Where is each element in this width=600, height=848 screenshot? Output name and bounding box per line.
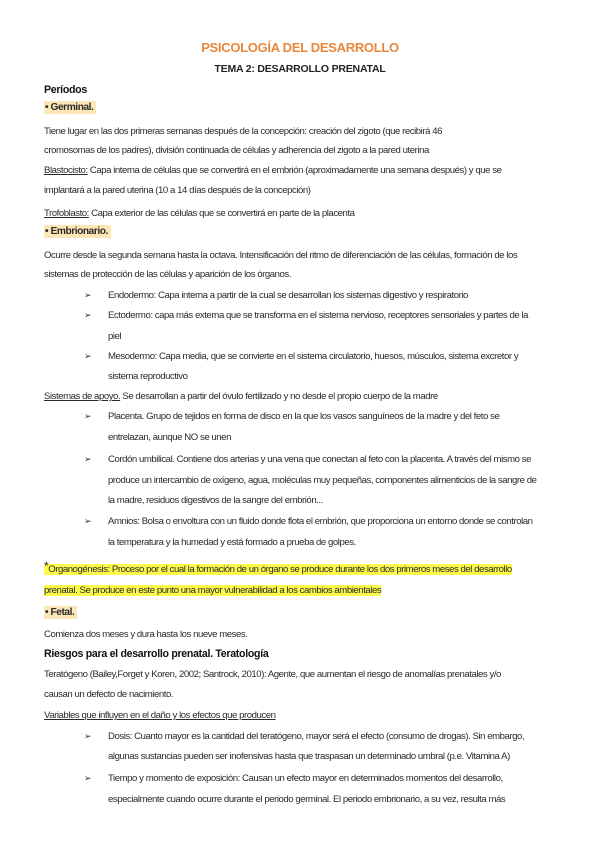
list-item-continuation: especialmente cuando ocurre durante el periodo germinal. El periodo embrionario, a su vez, resulta más [108, 794, 506, 805]
arrow-bullet-icon: ➢ [84, 773, 92, 783]
list-item-continuation: algunas sustancias pueden ser inofensivas hasta que traspasan un determinado umbral (p.e. Vitamina A) [108, 751, 510, 762]
list-item-cordon: Cordón umbilical. Contiene dos arterias y una vena que conectan al feto con la placenta. A través del mismo se [108, 454, 531, 465]
period-fetal-label [44, 607, 77, 618]
paragraph-line: Comienza dos meses y dura hasta los nueve meses. [44, 629, 248, 640]
paragraph-line: sistemas de protección de las células y aparición de los órganos. [44, 269, 291, 280]
definition-text: Se desarrollan a partir del óvulo fertilizado y no desde el propio cuerpo de la madre [120, 391, 438, 402]
list-item-endodermo: Endodermo: Capa interna a partir de la cual se desarrollan los sistemas digestivo y respiratorio [108, 290, 468, 301]
definition-blastocisto [44, 165, 501, 176]
section-heading-riesgos: Riesgos para el desarrollo prenatal. Teratología [44, 648, 269, 660]
arrow-bullet-icon: ➢ [84, 516, 92, 526]
organogenesis-text: Organogénesis: Proceso por el cual la formación de un órgano se produce durante los dos primeros meses del desarrollo [48, 564, 512, 575]
term-sistemas-apoyo: Sistemas de apoyo. [44, 391, 121, 402]
term-trofoblasto: Trofoblasto: [44, 208, 89, 219]
note-organogenesis [44, 559, 512, 575]
highlight-organogenesis [44, 559, 512, 575]
list-item-continuation: la madre, residuos digestivos de la sangre del embrión... [108, 495, 323, 506]
note-organogenesis-cont [44, 585, 381, 596]
highlight-fetal: • Fetal. [44, 606, 77, 619]
list-item-continuation: piel [108, 331, 122, 342]
asterisk-mark: * [44, 559, 49, 573]
arrow-bullet-icon: ➢ [84, 351, 92, 361]
highlight-embrionario: • Embrionario. [44, 225, 111, 238]
period-embrionario-label [44, 226, 111, 237]
document-subtitle: TEMA 2: DESARROLLO PRENATAL [214, 63, 386, 75]
list-item-continuation: la temperatura y la humedad y está formado a prueba de golpes. [108, 537, 356, 548]
paragraph-line: causan un defecto de nacimiento. [44, 689, 174, 700]
list-item-mesodermo: Mesodermo: Capa media, que se convierte en el sistema circulatorio, huesos, músculos, sistema excretor y [108, 351, 519, 362]
arrow-bullet-icon: ➢ [84, 454, 92, 464]
paragraph-line: Ocurre desde la segunda semana hasta la octava. Intensificación del ritmo de diferenciación de las células, formación de los [44, 250, 518, 261]
term-blastocisto: Blastocisto: [44, 165, 88, 176]
arrow-bullet-icon: ➢ [84, 290, 92, 300]
arrow-bullet-icon: ➢ [84, 411, 92, 421]
definition-text: Capa interna de células que se convertirá en el embrión (aproximadamente una semana después) y que se [87, 165, 502, 176]
definition-text: Capa exterior de las células que se convertirá en parte de la placenta [88, 208, 355, 219]
list-item-continuation: entrelazan, aunque NO se unen [108, 432, 231, 443]
subheading-variables: Variables que influyen en el daño y los efectos que producen [44, 710, 276, 721]
arrow-bullet-icon: ➢ [84, 731, 92, 741]
document-title: PSICOLOGÍA DEL DESARROLLO [201, 40, 399, 55]
list-item-continuation: produce un intercambio de oxígeno, agua, moléculas muy pequeñas, componentes alimenticios de la sangre de [108, 475, 537, 486]
arrow-bullet-icon: ➢ [84, 310, 92, 320]
highlight-germinal: • Germinal. [44, 101, 96, 114]
list-item-ectodermo: Ectodermo: capa más externa que se transforma en el sistema nervioso, receptores sensoriales y partes de la [108, 310, 529, 321]
paragraph-line: Teratógeno (Bailey,Forget y Koren, 2002; Santrock, 2010): Agente, que aumentan el riesgo de anomalías prenatales y/o [44, 669, 501, 680]
paragraph-line: implantará a la pared uterina (10 a 14 días después de la concepción) [44, 185, 311, 196]
section-heading-periodos: Períodos [44, 84, 87, 96]
paragraph-line: cromosomas de los padres), división continuada de células y adherencia del zigoto a la pared uterina [44, 145, 429, 156]
list-item-continuation: sistema reproductivo [108, 371, 188, 382]
paragraph-line: Tiene lugar en las dos primeras semanas después de la concepción: creación del zigoto (que recibirá 46 [44, 126, 442, 137]
period-germinal-label [44, 102, 96, 113]
highlight-organogenesis: prenatal. Se produce en este punto una mayor vulnerabilidad a los cambios ambientales [44, 585, 382, 596]
list-item-placenta: Placenta. Grupo de tejidos en forma de disco en la que los vasos sanguíneos de la madre y del feto se [108, 411, 500, 422]
definition-trofoblasto [44, 208, 355, 219]
list-item-dosis: Dosis: Cuanto mayor es la cantidad del teratógeno, mayor será el efecto (consumo de drogas). Sin embargo, [108, 731, 525, 742]
list-item-tiempo: Tiempo y momento de exposición: Causan un efecto mayor en determinados momentos del desarrollo, [108, 773, 503, 784]
definition-sistemas-apoyo [44, 391, 438, 402]
list-item-amnios: Amnios: Bolsa o envoltura con un fluido donde flota el embrión, que proporciona un entorno donde se controlan [108, 516, 533, 527]
